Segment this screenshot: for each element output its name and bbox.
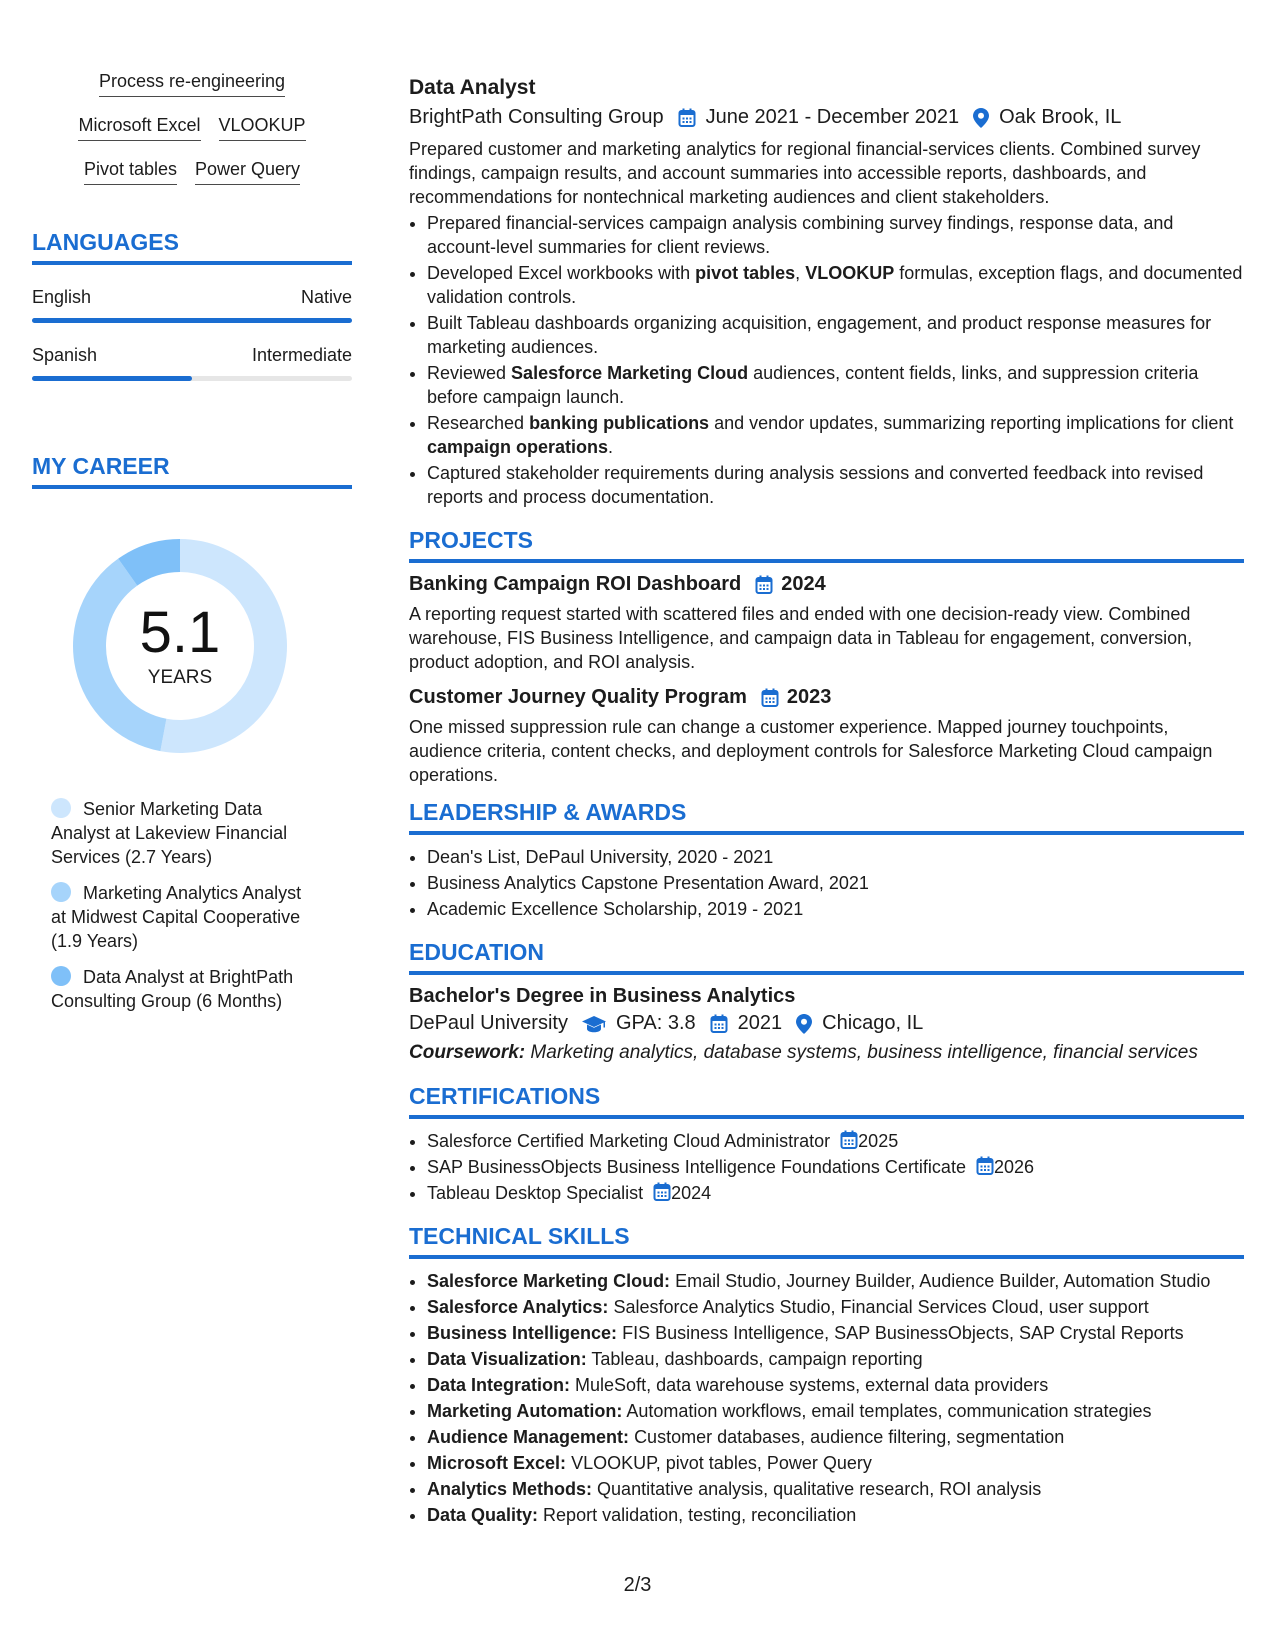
project-entry [409,573,1244,674]
award-item: • Dean's List, DePaul University, 2020 - 2021 [427,845,1244,869]
project-entry [409,686,1244,787]
legend-dot-icon [51,882,71,902]
page-number: 2/3 [623,1574,652,1596]
project-year: 2023 [786,686,832,708]
career-legend-item [51,965,321,1013]
coursework [409,1041,1244,1065]
main-content [409,76,1244,1529]
language-item [32,345,352,381]
job-meta [409,106,1244,129]
technical-skill-item [427,1425,1244,1449]
location-pin-icon [796,1014,812,1034]
bullet-text: Prepared financial-services campaign analysis combining survey findings, response data, and account-level summaries for client reviews. [427,213,1174,257]
skill-category: Salesforce Marketing Cloud: [427,1271,671,1291]
skill-category: Data Integration: [427,1375,571,1395]
calendar-icon [678,108,696,128]
bullet-keyword: Salesforce Marketing Cloud [511,363,749,383]
project-title: Banking Campaign ROI Dashboard [409,573,742,595]
bullet-text: Developed Excel workbooks with [427,263,696,283]
job-summary: Prepared customer and marketing analytics for regional financial-services clients. Combined survey findings, campaign results, and account summaries into accessible reports, dashboards, and recommendations for nontechnical marketing audiences and client stakeholders. [409,139,1201,207]
language-name: English [32,287,92,307]
certifications-heading: CERTIFICATIONS [409,1083,1244,1119]
bullet-keyword: banking publications [529,413,710,433]
award-item: • Academic Excellence Scholarship, 2019 - 2021 [427,897,1244,921]
gpa: GPA: 3.8 [615,1012,696,1034]
skill-row [32,114,352,141]
project-header [409,573,1244,596]
career-heading: MY CAREER [32,453,352,489]
job-title: Data Analyst [409,76,536,99]
legend-dot-icon [51,798,71,818]
certification-year: 2024 [671,1183,712,1203]
calendar-icon [761,688,779,708]
skill-values: Email Studio, Journey Builder, Audience Builder, Automation Studio [675,1271,1211,1291]
skill-values: Salesforce Analytics Studio, Financial Services Cloud, user support [613,1297,1149,1317]
career-legend-label: Data Analyst at BrightPath Consulting Group (6 Months) [51,967,294,1011]
skill-values: VLOOKUP, pivot tables, Power Query [571,1453,872,1473]
certification-item [427,1129,1244,1153]
skill-values: Tableau, dashboards, campaign reporting [591,1349,923,1369]
skill-values: FIS Business Intelligence, SAP BusinessObjects, SAP Crystal Reports [622,1323,1184,1343]
language-proficiency-fill [32,376,192,381]
project-description: One missed suppression rule can change a customer experience. Mapped journey touchpoints, audience criteria, content checks, and deployment controls for Salesforce Marketing Cloud campaign operations. [409,717,1213,785]
calendar-icon [710,1014,728,1034]
skill-row [32,158,352,185]
certification-item [427,1155,1244,1179]
certification-name: Tableau Desktop Specialist [427,1183,644,1203]
technical-skill-item [427,1321,1244,1345]
career-section [32,453,352,1013]
skill-category: Audience Management: [427,1427,630,1447]
language-level: Native [300,287,352,307]
job-bullet [427,311,1244,359]
job-bullet [427,461,1244,509]
job-bullets [409,211,1244,509]
donut-center [65,531,295,761]
bullet-keyword: VLOOKUP [805,263,895,283]
technical-skill-item [427,1269,1244,1293]
job-bullet [427,411,1244,459]
sidebar [32,70,352,1025]
skill-values: Automation workflows, email templates, communication strategies [626,1401,1152,1421]
job-dates: June 2021 - December 2021 [705,106,960,128]
job-location: Oak Brook, IL [999,106,1122,128]
technical-skills-list [409,1269,1244,1527]
skill-category: Microsoft Excel: [427,1453,567,1473]
language-name: Spanish [32,345,98,365]
career-legend-item [51,797,321,869]
skill-category: Business Intelligence: [427,1323,618,1343]
technical-skill-item [427,1399,1244,1423]
career-legend-item [51,881,321,953]
language-row [32,287,352,308]
certifications-list [409,1129,1244,1205]
language-item [32,287,352,323]
calendar-icon [976,1156,994,1176]
leadership-heading: LEADERSHIP & AWARDS [409,799,1244,835]
career-legend-label: Marketing Analytics Analyst at Midwest Capital Cooperative (1.9 Years) [51,883,302,951]
career-donut-chart [65,531,295,761]
education-entry [409,985,1244,1065]
languages-heading: LANGUAGES [32,229,352,265]
skill-values: MuleSoft, data warehouse systems, external data providers [575,1375,1049,1395]
coursework-text: Marketing analytics, database systems, business intelligence, financial services [530,1042,1198,1063]
bullet-text: Built Tableau dashboards organizing acquisition, engagement, and product response measures for marketing audiences. [427,313,1212,357]
skill-values: Customer databases, audience filtering, segmentation [634,1427,1065,1447]
school-name: DePaul University [409,1012,568,1034]
certification-year: 2026 [993,1157,1035,1177]
award-item: • Business Analytics Capstone Presentation Award, 2021 [427,871,1244,895]
skill-tag: Power Query [195,158,300,185]
skill-tags [32,70,352,185]
bullet-keyword: campaign operations [427,437,609,457]
career-total-unit: YEARS [147,667,213,688]
calendar-icon [755,575,773,595]
career-total-value: 5.1 [139,600,221,665]
bullet-text: Reviewed [427,363,512,383]
project-title: Customer Journey Quality Program [409,686,747,708]
graduation-cap-icon [582,1015,606,1033]
education-heading: EDUCATION [409,939,1244,975]
skill-tag: Process re-engineering [99,70,285,97]
legend-dot-icon [51,966,71,986]
skill-tag: Microsoft Excel [78,114,200,141]
skill-category: Salesforce Analytics: [427,1297,609,1317]
language-proficiency-bar [32,376,352,381]
school-location: Chicago, IL [822,1012,924,1034]
calendar-icon [653,1182,671,1202]
skill-values: Report validation, testing, reconciliation [543,1505,857,1525]
degree-title: Bachelor's Degree in Business Analytics [409,985,796,1007]
bullet-text: , [795,263,806,283]
technical-skill-item [427,1347,1244,1371]
project-description: A reporting request started with scattered files and ended with one decision-ready view. Combined warehouse, FIS Business Intelligence, and campaign data in Tableau for engagement, conversion, product adoption, and ROI analysis. [409,604,1193,672]
certification-year: 2025 [858,1131,899,1151]
technical-skill-item [427,1503,1244,1527]
languages-list [32,287,352,381]
technical-skill-item [427,1295,1244,1319]
skill-tag: Pivot tables [84,158,177,185]
job-bullet [427,261,1244,309]
coursework-label: Coursework: [409,1042,526,1063]
language-proficiency-fill [32,318,352,323]
language-level: Intermediate [251,345,352,365]
career-legend [32,797,352,1013]
projects-heading: PROJECTS [409,527,1244,563]
skill-category: Data Visualization: [427,1349,587,1369]
bullet-text: Captured stakeholder requirements during analysis sessions and converted feedback into revised reports and process documentation. [427,463,1204,507]
location-pin-icon [973,108,989,128]
graduation-year: 2021 [737,1012,783,1034]
leadership-list [409,845,1244,921]
bullet-text: formulas, exception flags, and documented validation controls. [427,263,1243,307]
skill-tag: VLOOKUP [219,114,306,141]
technical-skill-item [427,1451,1244,1475]
company-name: BrightPath Consulting Group [409,106,664,128]
technical-skill-item [427,1477,1244,1501]
skill-values: Quantitative analysis, qualitative research, ROI analysis [597,1479,1042,1499]
language-row [32,345,352,366]
bullet-text: audiences, content fields, links, and suppression criteria before campaign launch. [427,363,1199,407]
languages-section [32,229,352,381]
calendar-icon [840,1130,858,1150]
experience-entry [409,76,1244,509]
project-year: 2024 [781,573,826,595]
certification-item [427,1181,1244,1205]
job-bullet [427,211,1244,259]
certification-name: SAP BusinessObjects Business Intelligence Foundations Certificate [427,1157,966,1177]
skill-category: Data Quality: [427,1505,539,1525]
technical-skills-heading: TECHNICAL SKILLS [409,1223,1244,1259]
skill-category: Analytics Methods: [427,1479,593,1499]
education-meta [409,1012,1244,1035]
bullet-text: Researched [427,413,530,433]
skill-row [32,70,352,97]
technical-skill-item [427,1373,1244,1397]
project-header [409,686,1244,709]
bullet-keyword: pivot tables [695,263,796,283]
projects-list [409,573,1244,787]
language-proficiency-bar [32,318,352,323]
certification-name: Salesforce Certified Marketing Cloud Administrator [427,1131,831,1151]
skill-category: Marketing Automation: [427,1401,623,1421]
bullet-text: . [608,437,614,457]
career-legend-label: Senior Marketing Data Analyst at Lakeview Financial Services (2.7 Years) [51,799,288,867]
job-bullet [427,361,1244,409]
bullet-text: and vendor updates, summarizing reporting implications for client [709,413,1234,433]
